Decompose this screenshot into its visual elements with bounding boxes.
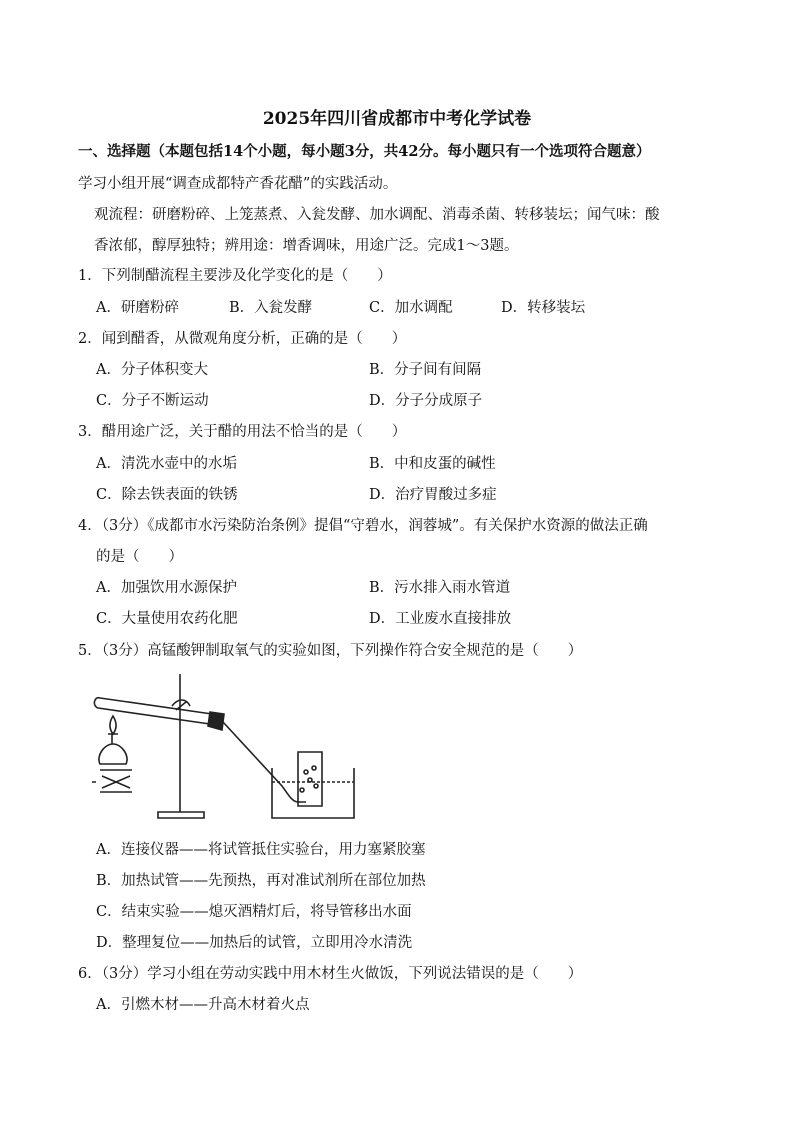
q1-option-c: C．加水调配 bbox=[369, 300, 453, 316]
q4-option-a: A．加强饮用水源保护 bbox=[96, 580, 237, 596]
q1-stem: 1．下列制醋流程主要涉及化学变化的是（ ） bbox=[78, 268, 392, 284]
q4-option-d: D．工业废水直接排放 bbox=[369, 611, 512, 627]
q1-option-b: B．入瓮发酵 bbox=[229, 300, 313, 316]
delivery-tube bbox=[223, 722, 306, 802]
oxygen-apparatus-figure bbox=[92, 672, 362, 830]
q5-stem: 5．（3分）高锰酸钾制取氧气的实验如图，下列操作符合安全规范的是（ ） bbox=[78, 643, 583, 659]
section-heading: 一、选择题（本题包括14个小题，每小题3分，共42分。每小题只有一个选项符合题意） bbox=[78, 143, 651, 160]
q6-option-a: A．引燃木材——升高木材着火点 bbox=[96, 997, 310, 1013]
intro-line-1: 学习小组开展“调查成都特产香花醋”的实践活动。 bbox=[78, 176, 398, 192]
q3-stem: 3．醋用途广泛，关于醋的用法不恰当的是（ ） bbox=[78, 424, 407, 440]
q1-option-a: A．研磨粉碎 bbox=[96, 300, 179, 316]
q4-stem-line-2: 的是（ ） bbox=[96, 549, 183, 565]
q5-option-b: B．加热试管——先预热，再对准试剂所在部位加热 bbox=[96, 873, 426, 889]
iron-stand-base bbox=[158, 812, 204, 818]
q5-option-a: A．连接仪器——将试管抵住实验台，用力塞紧胶塞 bbox=[96, 842, 426, 858]
lab-jack bbox=[92, 770, 132, 792]
q3-option-a: A．清洗水壶中的水垢 bbox=[96, 456, 237, 472]
q4-stem-line-1: 4．（3分）《成都市水污染防治条例》提倡“守碧水，润蓉城”。有关保护水资源的做法正确 bbox=[78, 518, 648, 534]
q3-option-c: C．除去铁表面的铁锈 bbox=[96, 487, 238, 503]
alcohol-lamp bbox=[99, 734, 127, 764]
flame bbox=[110, 716, 116, 734]
q6-stem: 6．（3分）学习小组在劳动实践中用木材生火做饭，下列说法错误的是（ ） bbox=[78, 966, 583, 982]
q3-option-d: D．治疗胃酸过多症 bbox=[369, 487, 497, 503]
q2-option-c: C．分子不断运动 bbox=[96, 393, 209, 409]
water-trough bbox=[272, 768, 354, 818]
intro-line-3: 香浓郁，醇厚独特；辨用途：增香调味，用途广泛。完成1～3题。 bbox=[94, 238, 519, 254]
q2-option-a: A．分子体积变大 bbox=[96, 362, 208, 378]
gas-bottle bbox=[298, 752, 322, 806]
q5-option-d: D．整理复位——加热后的试管，立即用冷水清洗 bbox=[96, 935, 413, 951]
q5-option-c: C．结束实验——熄灭酒精灯后，将导管移出水面 bbox=[96, 904, 412, 920]
rubber-stopper bbox=[208, 712, 224, 730]
q2-stem: 2．闻到醋香，从微观角度分析，正确的是（ ） bbox=[78, 331, 407, 347]
q1-option-d: D．转移装坛 bbox=[501, 300, 586, 316]
q2-option-b: B．分子间有间隔 bbox=[369, 362, 482, 378]
test-tube bbox=[94, 698, 212, 724]
q4-option-c: C．大量使用农药化肥 bbox=[96, 611, 238, 627]
q2-option-d: D．分子分成原子 bbox=[369, 393, 483, 409]
q4-option-b: B．污水排入雨水管道 bbox=[369, 580, 511, 596]
page-title: 2025年四川省成都市中考化学试卷 bbox=[262, 109, 532, 129]
q3-option-b: B．中和皮蛋的碱性 bbox=[369, 456, 496, 472]
intro-line-2: 观流程：研磨粉碎、上笼蒸煮、入瓮发酵、加水调配、消毒杀菌、转移装坛；闻气味：酸 bbox=[94, 207, 660, 223]
